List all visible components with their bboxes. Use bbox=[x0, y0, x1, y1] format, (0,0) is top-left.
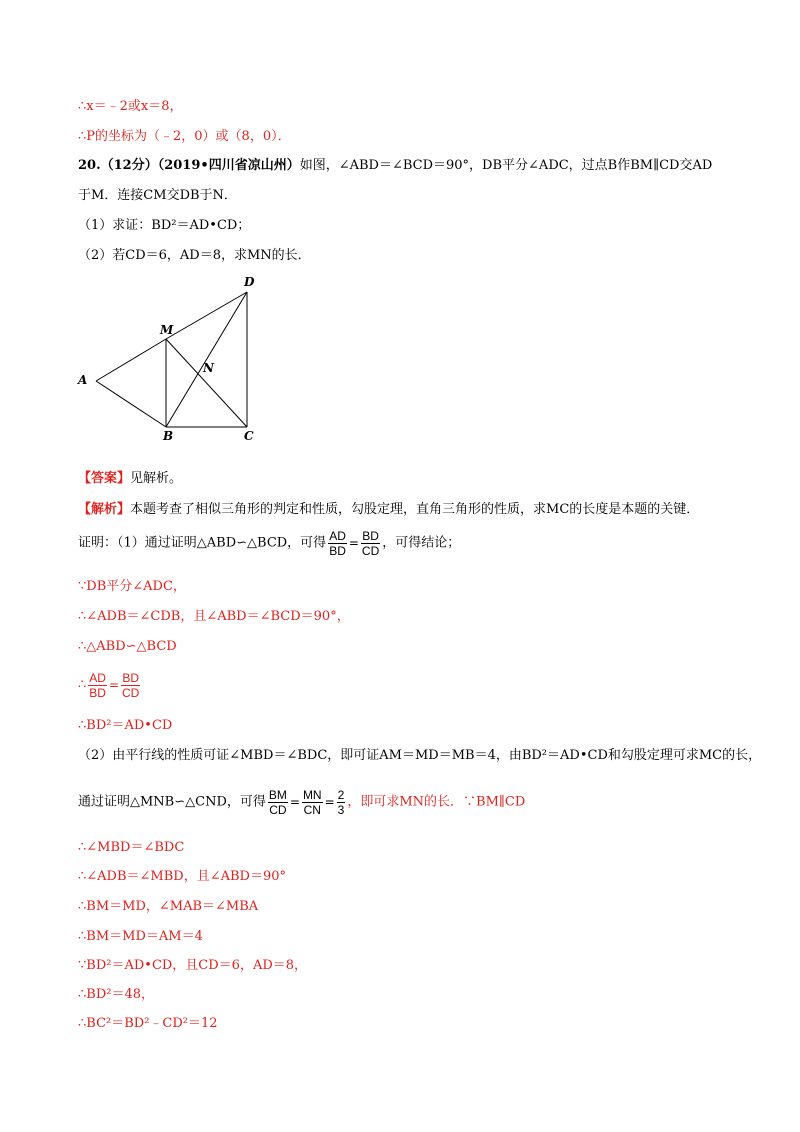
label-N: N bbox=[203, 361, 214, 375]
proof-part-1-intro: 证明：（1）通过证明△ABD∽△BCD，可得 bbox=[78, 535, 327, 551]
question-header bbox=[78, 157, 712, 175]
geometry-figure bbox=[70, 270, 280, 445]
label-C: C bbox=[244, 429, 254, 443]
fraction-ad-bd-2: $\frac{AD}{BD}$ bbox=[89, 670, 106, 700]
analysis-text: 本题考查了相似三角形的判定和性质，勾股定理，直角三角形的性质，求MC的长度是本题的关键． bbox=[130, 502, 700, 517]
segment-BD bbox=[166, 292, 247, 427]
question-text: 如图，∠ABD＝∠BCD＝90°，DB平分∠ADC，过点B作BM∥CD交AD bbox=[299, 158, 713, 173]
step-7: ∴∠ADB＝∠MBD，且∠ABD＝90° bbox=[78, 869, 287, 884]
analysis-line bbox=[78, 501, 699, 519]
step-3: ∴△ABD∽△BCD bbox=[78, 639, 177, 654]
fraction-mn-cn: $\frac{MN}{CN}$ bbox=[302, 787, 322, 817]
answer-tag: 【答案】 bbox=[78, 471, 131, 486]
proof-part-1: 证明：（1）通过证明△ABD∽△BCD，可得 $\frac{AD}{BD}$ = $\frac{BD}{CD}$ ，可得结论； bbox=[78, 528, 461, 558]
segment-AB bbox=[96, 381, 166, 427]
step-2: ∴∠ADB＝∠CDB，且∠ABD＝∠BCD＝90°， bbox=[78, 609, 350, 624]
fraction-bm-cd: $\frac{BM}{CD}$ bbox=[268, 787, 287, 817]
label-M: M bbox=[160, 323, 174, 337]
question-text-2: 于M．连接CM交DB于N． bbox=[78, 188, 237, 203]
step-9: ∴BM＝MD＝AM＝4 bbox=[78, 929, 203, 944]
step-1: ∵DB平分∠ADC， bbox=[78, 579, 186, 594]
segment-MD bbox=[166, 292, 247, 339]
solution-line-1: ∴x＝﹣2或x＝8， bbox=[78, 99, 183, 114]
proof-part-2: （2）由平行线的性质可证∠MBD＝∠BDC，即可证AM＝MD＝MB＝4，由BD²＝AD•CD和勾股定理可求MC的长， bbox=[78, 748, 762, 763]
fraction-bd-cd: $\frac{BD}{CD}$ bbox=[361, 528, 380, 558]
step-4: ∴ $\frac{AD}{BD}$ = $\frac{BD}{CD}$ bbox=[78, 670, 140, 700]
step-6: ∴∠MBD＝∠BDC bbox=[78, 840, 185, 855]
analysis-tag: 【解析】 bbox=[78, 502, 131, 517]
answer-line bbox=[78, 470, 182, 488]
fraction-2-3: $\frac{2}{3}$ bbox=[337, 787, 345, 817]
label-B: B bbox=[163, 429, 174, 443]
step-11: ∴BD²＝48， bbox=[78, 987, 155, 1002]
segment-AM bbox=[96, 339, 166, 381]
fraction-ad-bd: $\frac{AD}{BD}$ bbox=[329, 528, 346, 558]
proof-part-1-conclusion: ，可得结论； bbox=[382, 535, 461, 551]
label-D: D bbox=[244, 275, 255, 289]
answer-text: 见解析。 bbox=[130, 471, 183, 486]
segment-MC bbox=[166, 339, 247, 427]
step-8: ∴BM＝MD，∠MAB＝∠MBA bbox=[78, 899, 259, 914]
label-A: A bbox=[78, 373, 88, 387]
question-number: 20.（12分）（2019•四川省凉山州） bbox=[78, 158, 300, 173]
fraction-bd-cd-2: $\frac{BD}{CD}$ bbox=[122, 670, 140, 700]
step-10: ∵BD²＝AD•CD，且CD＝6，AD＝8， bbox=[78, 958, 308, 973]
question-part-1: （1）求证：BD²＝AD•CD； bbox=[78, 218, 251, 233]
question-part-2: （2）若CD＝6，AD＝8，求MN的长． bbox=[78, 248, 311, 263]
step-12: ∴BC²＝BD²﹣CD²＝12 bbox=[78, 1016, 218, 1031]
solution-line-2: ∴P的坐标为（﹣2，0）或（8，0）． bbox=[78, 129, 291, 144]
proof-part-2-cont: 通过证明△MNB∽△CND，可得 $\frac{BM}{CD}$ = $\frac{MN}{CN}$ = $\frac{2}{3}$ ，即可求MN的长．∵BM∥CD bbox=[78, 787, 526, 817]
step-5: ∴BD²＝AD•CD bbox=[78, 718, 173, 733]
